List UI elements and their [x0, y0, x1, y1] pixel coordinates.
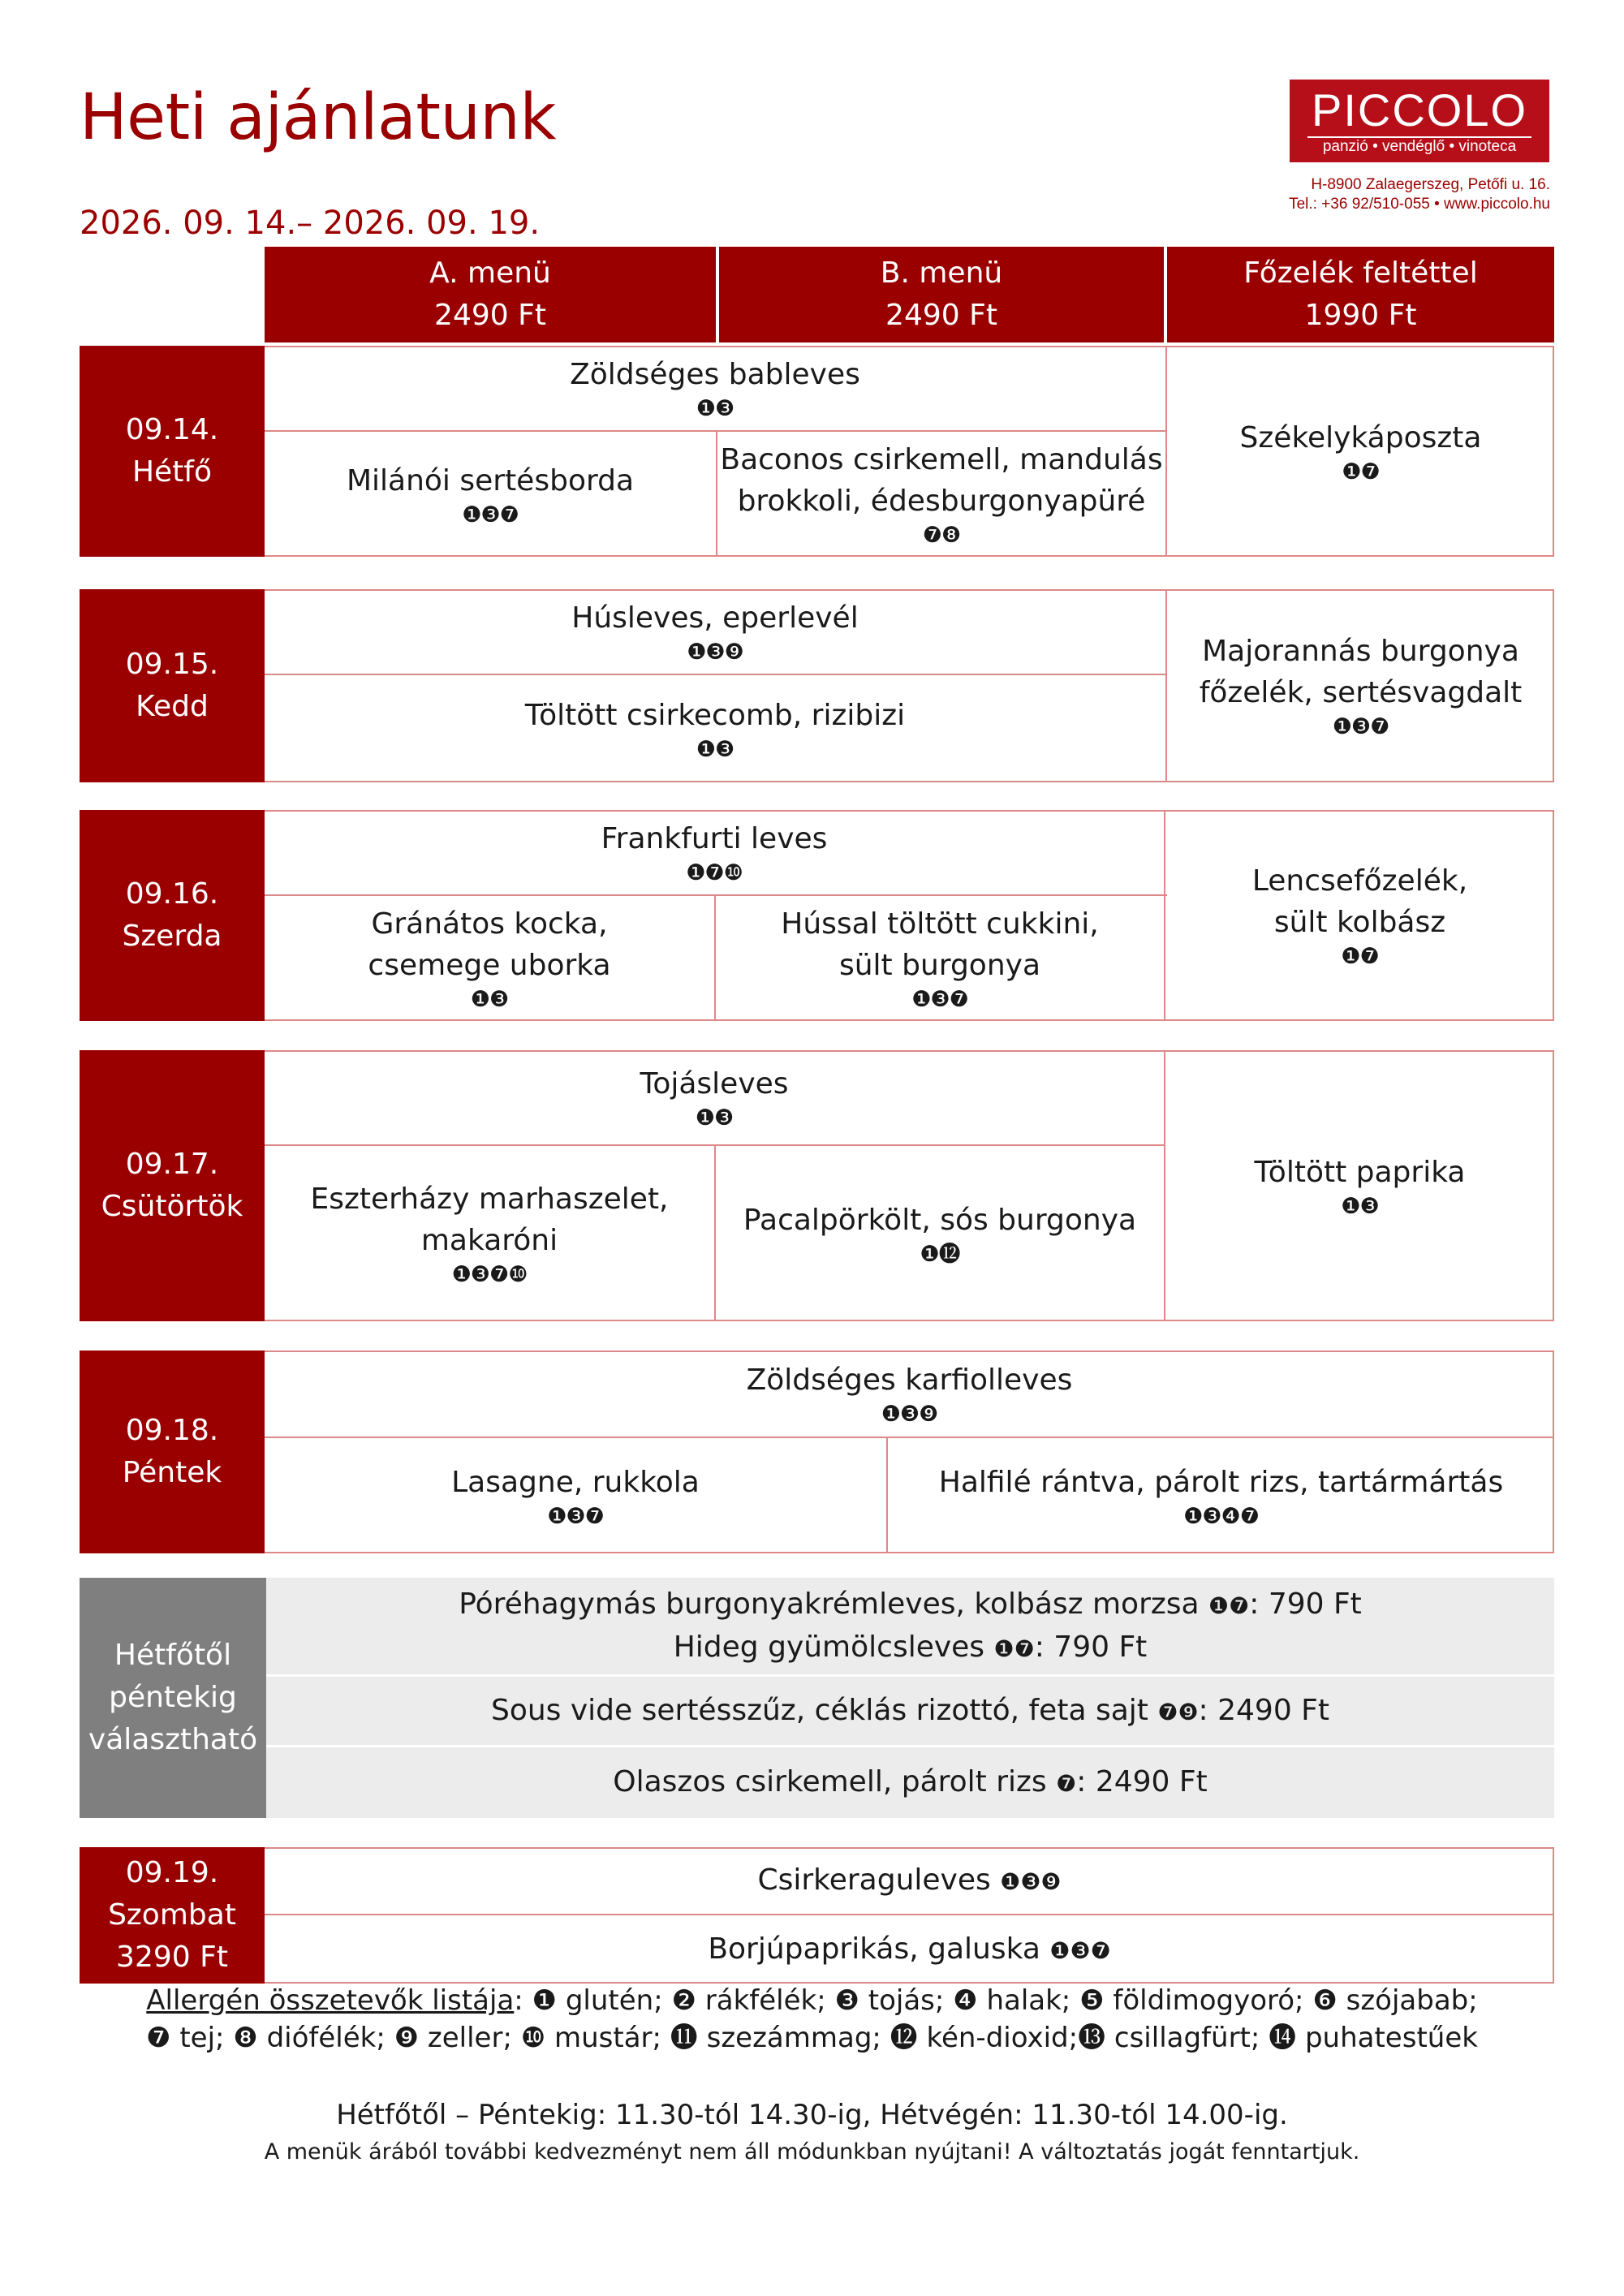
allergen-legend-line2: ❼ tej; ❽ diófélék; ❾ zeller; ❿ mustár; ⓫ szezámmag; ⓬ kén-dioxid;⓭ csillagfürt; ⓮ puhatestűek — [146, 2022, 1478, 2054]
day-label-friday — [80, 1350, 265, 1553]
day-label-tuesday — [80, 589, 265, 782]
date-range: 2026. 09. 14.– 2026. 09. 19. — [80, 205, 541, 242]
day-date: 09.17. — [125, 1148, 219, 1181]
allergen-codes: ❶❸❾ — [687, 639, 743, 665]
allergen-codes: ❶❸❼❿ — [451, 1262, 528, 1287]
dish-name: Tojásleves — [640, 1066, 789, 1101]
saturday-soup — [265, 1847, 1554, 1914]
day-label-thursday — [80, 1050, 265, 1321]
allergen-codes: ❶❼ — [1208, 1592, 1250, 1619]
header-a-price: 2490 Ft — [434, 299, 546, 332]
day-date: 09.14. — [125, 413, 219, 446]
header-b-name: B. menü — [880, 256, 1003, 290]
day-name: Szerda — [122, 920, 222, 953]
dish-name: Csirkeraguleves — [757, 1863, 991, 1897]
day-label-monday — [80, 346, 265, 557]
allergen-codes: ❶❸ — [695, 1105, 734, 1131]
dish-name-line2: makaróni — [420, 1224, 558, 1257]
allergen-codes: ❶❸ — [1341, 1193, 1379, 1219]
day-label-wednesday — [80, 810, 265, 1021]
menu-a-dish — [265, 1146, 714, 1321]
menu-fozelek-dish — [1165, 1050, 1554, 1321]
allergen-codes: ❶❸❾ — [1000, 1867, 1062, 1895]
dish-name: Székelykáposzta — [1239, 420, 1482, 454]
allergen-codes: ❼❽ — [922, 523, 961, 548]
menu-fozelek-dish — [1165, 810, 1554, 1021]
allergen-legend-line1: : ❶ glutén; ❷ rákfélék; ❸ tojás; ❹ halak; ❺ földimogyoró; ❻ szójabab; — [514, 1984, 1478, 2017]
menu-soup — [265, 1350, 1554, 1437]
menu-b-dish — [717, 432, 1165, 557]
header-b-price: 2490 Ft — [885, 299, 997, 332]
day-name: Péntek — [122, 1456, 222, 1489]
weekly-label-line2: péntekig — [109, 1681, 237, 1714]
dish-name: Zöldséges bableves — [570, 357, 860, 391]
allergen-legend-label: Allergén összetevők listája — [146, 1984, 515, 2017]
header-a-name: A. menü — [429, 256, 551, 290]
menu-fozelek-dish — [1167, 346, 1554, 557]
allergen-codes: ❼❾ — [1157, 1698, 1199, 1725]
day-name: Hétfő — [131, 455, 213, 489]
dish-name-line2: főzelék, sertésvagdalt — [1199, 676, 1523, 709]
dish-name-line1: Hússal töltött cukkini, — [781, 907, 1099, 941]
header-fozelek — [1167, 247, 1554, 342]
dish-name-line2: brokkoli, édesburgonyapüré — [737, 485, 1146, 518]
dish-name-line1: Baconos csirkemell, mandulás — [720, 443, 1163, 476]
dish-name: Milánói sertésborda — [346, 463, 635, 498]
dish-name-line2: sült kolbász — [1273, 906, 1446, 939]
allergen-codes: ❼ — [1056, 1770, 1077, 1797]
day-date: 09.15. — [125, 648, 219, 681]
price: : 790 Ft — [1249, 1587, 1362, 1621]
allergen-codes: ❶❸❼ — [1049, 1936, 1111, 1964]
allergen-codes: ❶❼ — [1341, 944, 1379, 969]
dish-name-line1: Lencsefőzelék, — [1251, 864, 1468, 898]
day-date: 09.19. — [125, 1856, 219, 1889]
day-name: Kedd — [136, 690, 209, 723]
header-a-menu — [265, 247, 716, 342]
weekly-label — [80, 1578, 266, 1818]
day-date: 09.16. — [125, 877, 219, 911]
dish-name: Töltött csirkecomb, rizibizi — [524, 698, 906, 732]
allergen-codes: ❶❼ — [1342, 459, 1380, 485]
dish-name: Frankfurti leves — [601, 821, 828, 855]
allergen-codes: ❶❸ — [470, 987, 509, 1012]
dish-name: Töltött paprika — [1254, 1155, 1466, 1189]
header-f-price: 1990 Ft — [1304, 299, 1417, 332]
allergen-codes: ❶❸❾ — [881, 1401, 938, 1427]
address-line1: H-8900 Zalaegerszeg, Petőfi u. 16. — [1311, 176, 1550, 193]
allergen-codes: ❶❸ — [696, 395, 734, 421]
day-name: Szombat — [108, 1898, 236, 1932]
menu-main-dish — [265, 675, 1165, 782]
allergen-codes: ❶❸ — [696, 736, 734, 762]
menu-soup — [265, 589, 1165, 674]
day-date: 09.18. — [125, 1414, 219, 1447]
weekly-main-2: Olaszos csirkemell, párolt rizs ❼: 2490 Ft — [613, 1765, 1208, 1798]
weekly-label-line3: választható — [88, 1723, 258, 1756]
dish-name-line1: Gránátos kocka, — [371, 907, 608, 941]
day-label-saturday — [80, 1847, 265, 1984]
header-f-name: Főzelék feltéttel — [1243, 256, 1478, 290]
dish-name: Borjúpaprikás, galuska — [708, 1932, 1040, 1966]
dish-name: Húsleves, eperlevél — [571, 601, 859, 635]
menu-a-dish — [265, 432, 716, 557]
weekly-main-1: Sous vide sertésszűz, céklás rizottó, feta sajt ❼❾: 2490 Ft — [490, 1693, 1330, 1727]
logo-name: PICCOLO — [1311, 84, 1528, 136]
allergen-codes: ❶❸❼ — [462, 502, 519, 528]
day-name: Csütörtök — [101, 1190, 243, 1223]
allergen-codes: ❶❼❿ — [686, 859, 743, 885]
dish-name-line1: Majorannás burgonya — [1202, 635, 1519, 668]
dish-name-line2: sült burgonya — [838, 949, 1041, 982]
disclaimer-note: A menük árából további kedvezményt nem áll módunkban nyújtani! A változtatás jogát fenntartjuk. — [264, 2139, 1360, 2165]
menu-soup — [265, 346, 1165, 430]
address-line2: Tel.: +36 92/510-055 • www.piccolo.hu — [1289, 196, 1550, 213]
dish-name: Halfilé rántva, párolt rizs, tartármártás — [938, 1465, 1504, 1499]
weekly-soup-2: Hideg gyümölcsleves ❶❼: 790 Ft — [673, 1630, 1148, 1664]
allergen-codes: ❶❼ — [993, 1635, 1035, 1662]
menu-b-dish — [888, 1438, 1554, 1553]
logo-tagline: panzió • vendéglő • vinoteca — [1322, 138, 1517, 155]
dish-name-line2: csemege uborka — [368, 949, 611, 982]
menu-a-dish — [265, 1438, 886, 1553]
saturday-main — [265, 1915, 1554, 1984]
dish-name: Lasagne, rukkola — [451, 1465, 700, 1499]
dish-name: Pacalpörkölt, sós burgonya — [743, 1203, 1137, 1237]
price: : 2490 Ft — [1198, 1693, 1330, 1727]
page-title: Heti ajánlatunk — [80, 81, 556, 154]
price: : 2490 Ft — [1076, 1765, 1208, 1798]
dish-name: Zöldséges karfiolleves — [746, 1363, 1073, 1397]
menu-b-dish — [716, 896, 1164, 1021]
allergen-codes: ❶❸❼ — [547, 1503, 604, 1529]
menu-a-dish — [265, 896, 714, 1021]
weekly-label-line1: Hétfőtől — [114, 1639, 232, 1672]
weekly-soup-1: Póréhagymás burgonyakrémleves, kolbász morzsa ❶❼: 790 Ft — [459, 1587, 1362, 1621]
dish-name-line1: Eszterházy marhaszelet, — [310, 1182, 669, 1216]
saturday-price: 3290 Ft — [116, 1941, 228, 1974]
allergen-codes: ❶❸❹❼ — [1183, 1503, 1259, 1529]
menu-fozelek-dish — [1167, 589, 1554, 782]
menu-b-dish — [716, 1146, 1164, 1321]
allergen-codes: ❶⓬ — [920, 1241, 960, 1267]
opening-hours: Hétfőtől – Péntekig: 11.30-tól 14.30-ig, Hétvégén: 11.30-tól 14.00-ig. — [336, 2099, 1288, 2131]
weekly-soups — [266, 1578, 1554, 1674]
allergen-codes: ❶❸❼ — [1332, 714, 1389, 739]
address — [1289, 175, 1550, 214]
allergen-legend — [0, 1982, 1624, 2057]
price: : 790 Ft — [1034, 1630, 1148, 1664]
logo — [1290, 80, 1549, 162]
menu-soup — [265, 1050, 1164, 1144]
header-b-menu — [719, 247, 1164, 342]
allergen-codes: ❶❸❼ — [911, 987, 968, 1012]
menu-soup — [265, 810, 1164, 894]
